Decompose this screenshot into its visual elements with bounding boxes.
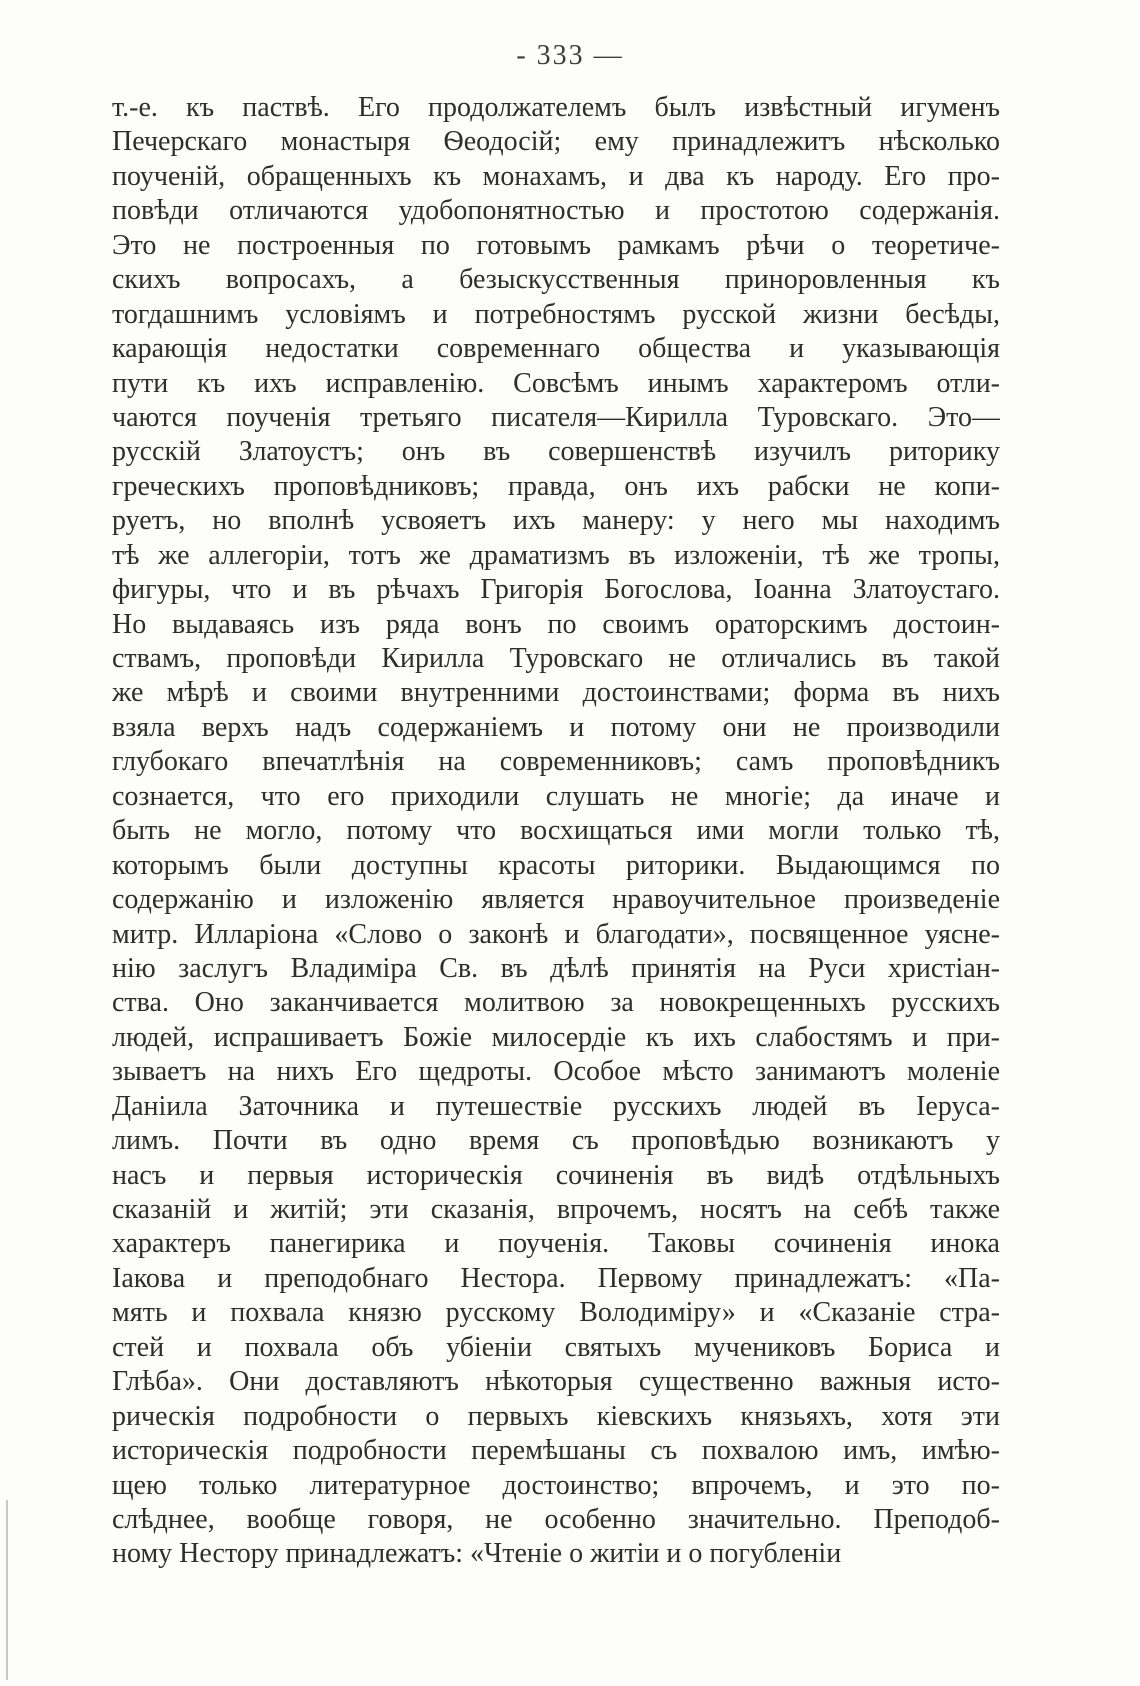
text-line: историческія подробности перемѣшаны съ похвалою имъ, имѣю- <box>112 1435 1000 1467</box>
text-line: митр. Илларіона «Слово о законѣ и благодати», посвященное уясне- <box>112 918 1000 950</box>
text-line: мять и похвала князю русскому Володиміру» и «Сказаніе стра- <box>112 1297 1000 1329</box>
text-line: руетъ, но вполнѣ усвояетъ ихъ манеру: у него мы находимъ <box>112 505 1000 537</box>
text-line: Даніила Заточника и путешествіе русскихъ людей въ Іеруса- <box>112 1090 1000 1122</box>
text-line: характеръ панегирика и поученія. Таковы сочиненія инока <box>112 1228 1000 1260</box>
text-line: поученій, обращенныхъ къ монахамъ, и два къ народу. Его про- <box>112 160 1000 192</box>
text-line: карающія недостатки современнаго общества и указывающія <box>112 333 1000 365</box>
text-line: Глѣба». Они доставляютъ нѣкоторыя существенно важныя исто- <box>112 1366 1000 1398</box>
text-line: сказаній и житій; эти сказанія, впрочемъ, носятъ на себѣ также <box>112 1194 1000 1225</box>
text-line: слѣднее, вообще говоря, не особенно значительно. Преподоб- <box>112 1503 1000 1535</box>
text-line: содержанію и изложенію является нравоучительное произведеніе <box>112 884 1000 916</box>
text-line: ствамъ, проповѣди Кирилла Туровскаго не отличались въ такой <box>112 643 1000 674</box>
text-line: пути къ ихъ исправленію. Совсѣмъ инымъ характеромъ отли- <box>112 367 1000 399</box>
page-number: - 333 — <box>516 40 624 71</box>
text-line: которымъ были доступны красоты риторики. Выдающимся по <box>112 849 1000 881</box>
text-line: скихъ вопросахъ, а безыскусственныя приноровленныя къ <box>112 264 1000 296</box>
text-line: тогдашнимъ условіямъ и потребностямъ русской жизни бесѣды, <box>112 298 1000 330</box>
text-line: щею только литературное достоинство; впрочемъ, и это по- <box>112 1469 1000 1501</box>
text-line: рическія подробности о первыхъ кіевскихъ князьяхъ, хотя эти <box>112 1400 1000 1432</box>
text-line: Это не построенныя по готовымъ рамкамъ рѣчи о теоретиче- <box>112 229 1000 261</box>
text-line: насъ и первыя историческія сочиненія въ видѣ отдѣльныхъ <box>112 1159 1000 1191</box>
text-line: стей и похвала объ убіеніи святыхъ мучениковъ Бориса и <box>112 1331 1000 1363</box>
text-line: людей, испрашиваетъ Божіе милосердіе къ ихъ слабостямъ и при- <box>112 1021 1000 1053</box>
text-line: повѣди отличаются удобопонятностью и простотою содержанія. <box>112 195 1000 227</box>
text-line: Іакова и преподобнаго Нестора. Первому принадлежатъ: «Па- <box>112 1262 1000 1294</box>
text-line: глубокаго впечатлѣнія на современниковъ; самъ проповѣдникъ <box>112 746 1000 778</box>
page-edge-mark <box>6 1500 8 1680</box>
text-line: Но выдаваясь изъ ряда вонъ по своимъ ораторскимъ достоин- <box>112 608 1000 640</box>
text-line: ному Нестору принадлежатъ: «Чтеніе о житіи и о погубленіи <box>112 1538 842 1570</box>
text-line: ства. Оно заканчивается молитвою за новокрещенныхъ русскихъ <box>112 987 1000 1019</box>
text-line: тѣ же аллегоріи, тотъ же драматизмъ въ изложеніи, тѣ же тропы, <box>112 539 1000 571</box>
text-line: русскій Златоустъ; онъ въ совершенствѣ изучилъ риторику <box>112 436 1000 468</box>
text-line: зываетъ на нихъ Его щедроты. Особое мѣсто занимаютъ моленіе <box>112 1056 1000 1088</box>
text-line: сознается, что его приходили слушать не многіе; да иначе и <box>112 780 1000 812</box>
text-line: нію заслугъ Владиміра Св. въ дѣлѣ принятія на Руси христіан- <box>112 952 1000 984</box>
text-line: фигуры, что и въ рѣчахъ Григорія Богослова, Іоанна Златоустаго. <box>112 574 1000 606</box>
text-line: греческихъ проповѣдниковъ; правда, онъ ихъ рабски не копи- <box>112 470 1000 502</box>
body-text <box>112 91 1000 1572</box>
text-line: Печерскаго монастыря Ѳеодосій; ему принадлежитъ нѣсколько <box>112 126 1000 158</box>
text-line: взяла верхъ надъ содержаніемъ и потому они не производили <box>112 711 1000 743</box>
text-line: т.-е. къ паствѣ. Его продолжателемъ былъ извѣстный игуменъ <box>112 92 1000 123</box>
text-line: чаются поученія третьяго писателя—Кирилла Туровскаго. Это— <box>112 401 1000 433</box>
text-line: лимъ. Почти въ одно время съ проповѣдью возникаютъ у <box>112 1125 1000 1157</box>
text-line: же мѣрѣ и своими внутренними достоинствами; форма въ нихъ <box>112 677 1000 709</box>
text-line: быть не могло, потому что восхищаться ими могли только тѣ, <box>112 815 1000 847</box>
